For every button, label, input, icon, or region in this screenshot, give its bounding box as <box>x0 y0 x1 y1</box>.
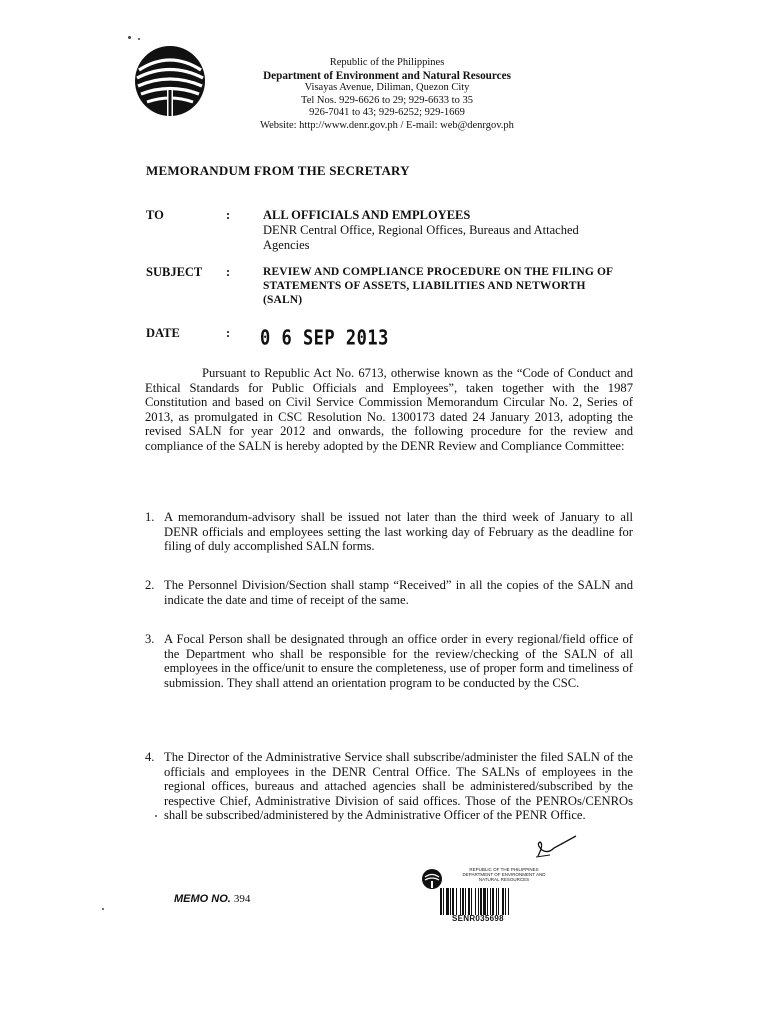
intro-paragraph: Pursuant to Republic Act No. 6713, otherwise known as the “Code of Conduct and Ethical Standards for Public Officials and Employees”, taken together with the 1987 Constitution and based on Civil Service Commission Memorandum Circular No. 2, Series of 2013, as promulgated in CSC Resolution No. 1300173 dated 24 January 2013, adopting the revised SALN for year 2012 and onwards, the following procedure for the review and compliance of the SALN is hereby adopted by the DENR Review and Compliance Committee: <box>145 366 633 453</box>
telephone-line-2: 926-7041 to 43; 929-6252; 929-1669 <box>309 107 465 119</box>
subject-text: REVIEW AND COMPLIANCE PROCEDURE ON THE FILING OF STATEMENTS OF ASSETS, LIABILITIES AND NETWORTH (SALN) <box>263 266 613 307</box>
scan-speck <box>155 815 157 817</box>
subject-colon: : <box>226 265 231 279</box>
to-colon: : <box>226 208 231 222</box>
item-number: 1. <box>145 510 155 524</box>
memo-number-label: MEMO NO. <box>174 893 231 905</box>
republic-line: Republic of the Philippines <box>329 57 445 68</box>
website-line: Website: http://www.denr.gov.ph / E-mail: web@denrgov.ph <box>260 119 514 131</box>
memo-number <box>174 893 250 905</box>
item-text: A Focal Person shall be designated through an office order in every regional/field office of the Department who shall be responsible for the review/checking of the SALN of all employees in the office/unit to ensure the completeness, use of proper form and timeliness of submission. They shall attend an orientation program to be conducted by the CSC. <box>164 632 633 690</box>
date-stamp: 0 6 SEP 2013 <box>260 327 389 351</box>
barcode-icon <box>438 888 542 915</box>
scan-speck <box>128 36 131 39</box>
department-name: Department of Environment and Natural Resources <box>263 69 511 82</box>
item-text: A memorandum-advisory shall be issued not later than the third week of January to all DENR officials and employees setting the last working day of February as the deadline for filing of duly accomplished SALN forms. <box>164 510 633 554</box>
memo-number-value: 394 <box>233 893 251 905</box>
denr-seal-icon <box>421 868 443 890</box>
item-text: The Director of the Administrative Service shall subscribe/administer the filed SALN of the officials and employees in the DENR Central Office. The SALNs of employees in the regional offices, bureaus and attached agencies shall be administered/subscribed by the respective Chief, Administrative Division of said offices. Those of the PENROs/CENROs shall be subscribed/administered by the Administrative Officer of the PENR Office. <box>164 750 633 823</box>
barcode-number: SENR035698 <box>452 914 504 923</box>
procedure-item <box>145 750 633 823</box>
to-label: TO <box>146 208 164 222</box>
letterhead <box>232 57 542 133</box>
procedure-item <box>145 578 633 607</box>
item-number: 4. <box>145 750 155 764</box>
telephone-line-1: Tel Nos. 929-6626 to 29; 929-6633 to 35 <box>301 94 473 106</box>
to-recipient-line-2: DENR Central Office, Regional Offices, Bureaus and Attached Agencies <box>263 223 579 252</box>
item-text: The Personnel Division/Section shall stamp “Received” in all the copies of the SALN and indicate the date and time of receipt of the same. <box>164 578 633 607</box>
to-recipients <box>263 208 623 253</box>
date-colon: : <box>226 326 231 340</box>
item-number: 3. <box>145 632 155 646</box>
subject-label: SUBJECT <box>146 265 203 279</box>
date-label: DATE <box>146 326 180 340</box>
memo-title: MEMORANDUM FROM THE SECRETARY <box>146 163 410 178</box>
item-number: 2. <box>145 578 155 592</box>
procedure-item <box>145 632 633 690</box>
signature-mark-icon <box>530 832 582 860</box>
stamp-text: REPUBLIC OF THE PHILIPPINES DEPARTMENT OF ENVIRONMENT AND NATURAL RESOURCES <box>462 867 546 882</box>
procedure-item <box>145 510 633 554</box>
address-line: Visayas Avenue, Diliman, Quezon City <box>304 82 470 94</box>
denr-logo-icon <box>133 44 207 118</box>
to-recipient-line-1: ALL OFFICIALS AND EMPLOYEES <box>263 208 471 222</box>
scan-speck <box>102 908 104 910</box>
scan-speck <box>138 38 140 40</box>
